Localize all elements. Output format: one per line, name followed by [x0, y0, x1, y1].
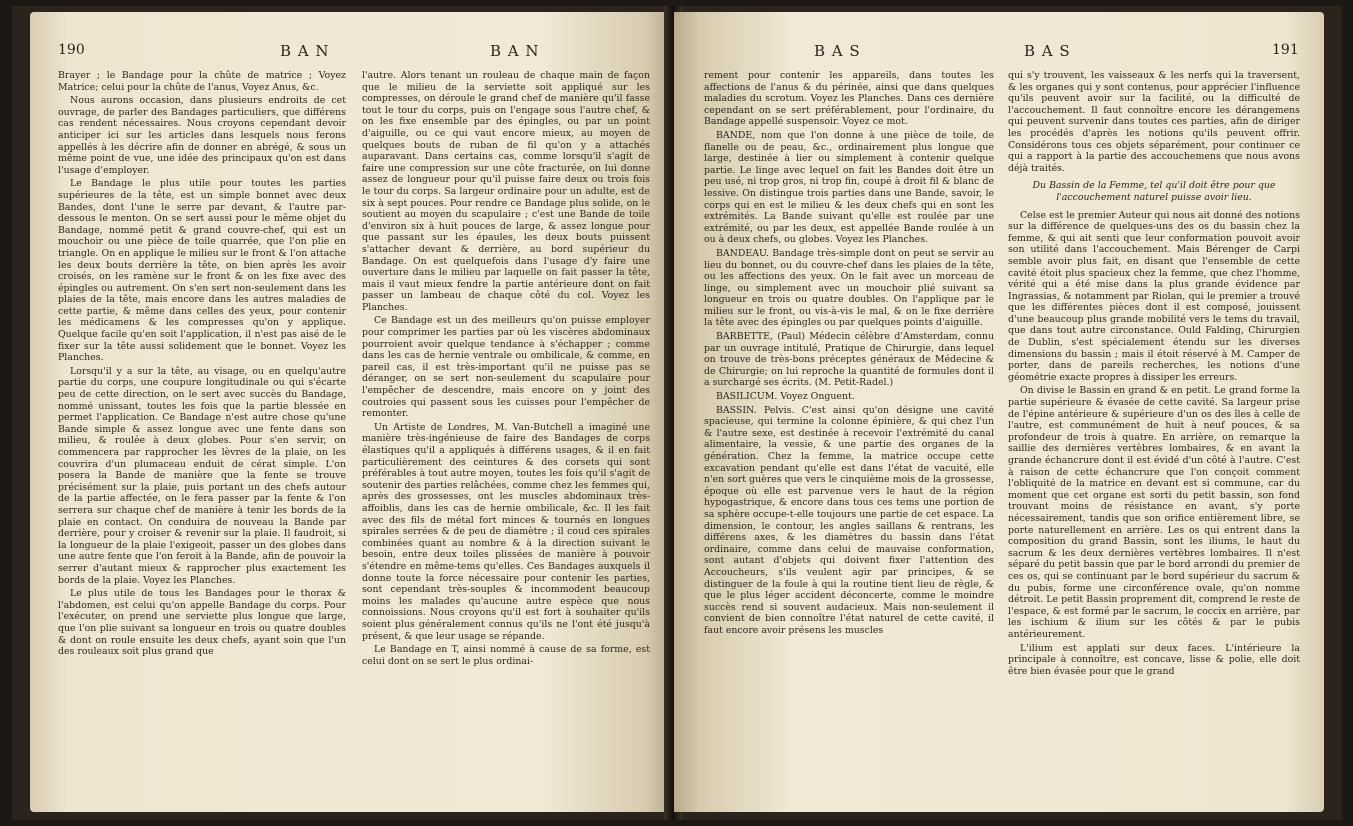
paragraph: Nous aurons occasion, dans plusieurs endroits de cet ouvrage, de parler des Bandages particuliers, que différens cas rendent nécessaires. Nous croyons cependant devoir anticiper ici sur les articles dans lesquels nous ferons appellés à les décrire afin de donner en abrégé, & sous un même point de vue, une idée des principaux qu'on est dans l'usage d'employer.	[58, 95, 346, 176]
paragraph: Brayer ; le Bandage pour la chûte de matrice ; Voyez Matrice; celui pour la chûte de l'anus, Voyez Anus, &c.	[58, 70, 346, 93]
paragraph: Lorsqu'il y a sur la tête, au visage, ou en quelqu'autre partie du corps, une coupure longitudinale ou qui s'écarte peu de cette direction, on le sert avec succès du Bandage, nommé unissant, toutes les fois que la partie blessée en permet l'application. Ce Bandage n'est autre chose qu'une Bande simple & assez longue avec une fente dans son milieu, & roulée à deux globes. Pour s'en servir, on commencera par rapprocher les lèvres de la plaie, on les couvrira d'un plumaceau enduit de cérat simple. L'on posera la Bande de manière que la fente se trouve précisément sur la plaie, puis portant un des chefs autour de la partie affectée, on le fera passer par la fente & l'on serrera sur chaque chef de manière à tenir les bords de la plaie en contact. On conduira de nouveau la Bande par derrière, pour y croiser & revenir sur la plaie. Il faudroit, si la longueur de la plaie l'exigeoit, passer un des globes dans une autre fente que l'on feroit à la Bande, afin de pouvoir la serrer d'autant mieux & rapprocher plus exactement les bords de la plaie. Voyez les Planches.	[58, 365, 346, 586]
left-page	[30, 12, 670, 812]
paragraph: l'autre. Alors tenant un rouleau de chaque main de façon que le milieu de la serviette soit appliqué sur les compresses, on déroule le grand chef de manière qu'il fasse tout le tour du corps, puis on l'engage sous l'autre chef, & on les fixe ensemble par des épingles, ou par un point d'aiguille, ou ce qui vaut encore mieux, au moyen de quelques bouts de ruban de fil qu'on y a attachés auparavant. Dans certains cas, comme lorsqu'il s'agit de faire une compression sur une côte fracturée, on lui donne assez de longueur pour qu'il puisse faire deux ou trois fois le tour du corps. Sa largeur ordinaire pour un adulte, est de six à sept pouces. Pour rendre ce Bandage plus solide, on le soutient au moyen du scapulaire ; c'est une Bande de toile d'environ six à huit pouces de large, & assez longue pour que passant sur les épaules, les deux bouts puissent s'attacher devant & derrière, au bord supérieur du Bandage. On est quelquefois dans l'usage d'y faire une ouverture dans le milieu par laquelle on fait passer la tête, mais il vaut mieux fendre la partie antérieure dont on fait passer un lambeau de chaque côté du col. Voyez les Planches.	[362, 70, 650, 313]
paragraph: BASSIN. Pelvis. C'est ainsi qu'on désigne une cavité spacieuse, qui termine la colonne épinière, & qui chez l'un & l'autre sexe, est destinée à recevoir l'extrémité du canal alimentaire, la vessie, & une partie des organes de la génération. Chez la femme, la matrice occupe cette excavation pendant qu'elle est dans l'état de vacuité, elle n'en sort guères que vers le cinquième mois de la grossesse, époque où elle est parvenue vers le haut de la région hypogastrique, & encore dans tous ces tems une portion de sa sphère occupe-t-elle toujours une partie de cet espace. La dimension, le contour, les angles saillans & rentrans, les différens axes, & les diamètres du bassin dans l'état ordinaire, comme dans celui de mauvaise conformation, sont autant d'objets qui doivent fixer l'attention des Accoucheurs, s'ils veulent agir par principes, & se distinguer de la foule à qui la routine tient lieu de règle, & que le plus léger accident déconcerte, comme le moindre succès rend si souvent audacieux. Mais non-seulement il convient de bien connoître l'état naturel de cette cavité, il faut encore avoir présens les muscles	[704, 404, 994, 636]
paragraph: BANDEAU. Bandage très-simple dont on peut se servir au lieu du bonnet, ou du couvre-chef dans les plaies de la tête, ou les affections des yeux. On le fait avec un morceau de linge, ou simplement avec un mouchoir plié suivant sa longueur en trois ou quatre doubles. On l'applique par le milieu sur le front, ou vis-à-vis le mal, & on le fixe derrière la tête avec des épingles ou par quelques points d'aiguille.	[704, 247, 994, 329]
column-2	[362, 70, 650, 790]
paragraph: Celse est le premier Auteur qui nous ait donné des notions sur la différence de quelques-uns des os du bassin chez la femme, & qui ait senti que leur conformation pouvoit avoir son utilité dans l'accouchement. Mais Bérenger de Carpi semble avoir plus fait, en disant que l'ensemble de cette cavité étoit plus spacieux chez la femme, que chez l'homme, vérité qui a été mise dans la plus grande évidence par Ingrassias, & notamment par Riolan, qui le premier a trouvé que les différentes pièces dont il est composé, jouissent d'une beaucoup plus grande mobilité vers le tems du travail, que dans tout autre circonstance. Ould Falding, Chirurgien de Dublin, s'est spécialement étendu sur les diverses dimensions du bassin ; mais il étoit réservé à M. Camper de porter, dans de pareils recherches, les notions d'une géométrie exacte propres à dissiper les erreurs.	[1008, 209, 1300, 383]
paragraph: qui s'y trouvent, les vaisseaux & les nerfs qui la traversent, & les organes qui y sont contenus, pour apprécier l'influence qu'ils peuvent avoir sur la facilité, ou la difficulté de l'accouchement. Il faut connoître encore les dérangemens qui peuvent survenir dans toutes ces parties, afin de diriger les procédés d'après les notions qu'ils peuvent offrir. Considérons tous ces objets séparément, pour continuer ce qui a rapport à la partie des accouchemens que nous avons déjà traités.	[1008, 70, 1300, 174]
paragraph: Ce Bandage est un des meilleurs qu'on puisse employer pour comprimer les parties par où les viscères abdominaux pourroient avoir quelque tendance à s'échapper ; comme dans les cas de hernie ventrale ou ombilicale, & comme, en pareil cas, il est très-important qu'il ne puisse pas se déranger, on se sert non-seulement du scapulaire pour l'empêcher de descendre, mais encore on y joint des coutroies qui passent sous les cuisses pour l'empêcher de remonter.	[362, 315, 650, 420]
column-1	[58, 70, 346, 790]
section-heading: Du Bassin de la Femme, tel qu'il doit être pour que l'accouchement naturel puisse avoir lieu.	[1032, 180, 1276, 203]
paragraph: Le plus utile de tous les Bandages pour le thorax & l'abdomen, est celui qu'on appelle Bandage du corps. Pour l'exécuter, on prend une serviette plus longue que large, que l'on plie suivant sa longueur en trois ou quatre doubles & dont on roule ensuite les deux chefs, ayant soin que l'un des rouleaux soit plus grand que	[58, 588, 346, 658]
running-head-right: B A S	[1024, 42, 1071, 60]
paragraph: rement pour contenir les appareils, dans toutes les affections de l'anus & du périnée, ainsi que dans quelques maladies du scrotum. Voyez les Planches. Dans ces dernière cependant on se sert préférablement, pour l'ordinaire, du Bandage appellé suspensoir. Voyez ce mot.	[704, 70, 994, 128]
running-head-left: B A N	[280, 42, 330, 60]
paragraph: BASILICUM. Voyez Onguent.	[716, 391, 855, 403]
paragraph: L'ilium est applati sur deux faces. L'intérieure la principale à connoître, est concave, lisse & polie, elle doit être bien évasée pour que le grand	[1008, 642, 1300, 677]
page-number: 190	[58, 42, 85, 58]
paragraph: On divise le Bassin en grand & en petit. Le grand forme la partie supérieure & évasée de cette cavité. Sa largeur prise de l'épine antérieure & supérieure d'un os des îles à celle de l'autre, est communément de huit à neuf pouces, & sa profondeur de trois à quatre. En arrière, on remarque la saillie des dernières vertèbres lombaires, & en avant la grande échancrure dont il est évidé d'un côté à l'autre. C'est à raison de cette échancrure que l'on conçoit comment l'obliquité de la matrice en devant est si commune, car du moment que cet organe est sorti du petit bassin, son fond trouvant moins de résistance en avant, s'y porte nécessairement, tandis que son orifice entièrement libre, se porte naturellement en arrière. Les os qui entrent dans la composition du grand Bassin, sont les iliums, le haut du sacrum & les deux dernières vertèbres lombaires. Il n'est séparé du petit bassin que par le bord arrondi du premier de ces os, qui se continuant par le bord supérieur du sacrum & du pubis, forme une circonférence ovale, qu'on nomme détroit. Le petit Bassin proprement dit, comprend le reste de l'espace, & est formé par le sacrum, le coccix en arrière, par les ischium & ilium sur les côtés & par le pubis antérieurement.	[1008, 385, 1300, 640]
right-page	[674, 12, 1324, 812]
page-number: 191	[1272, 42, 1299, 58]
running-head-left: B A S	[814, 42, 861, 60]
book-spread	[12, 6, 1342, 820]
paragraph: Un Artiste de Londres, M. Van-Butchell a imaginé une manière très-ingénieuse de faire des Bandages de corps élastiques qu'il a appliqués à différens usages, & il en fait particulièrement des ceintures & des corsets qui sont préférables à tout autre moyen, toutes les fois qu'il s'agit de soutenir des parties relâchées, comme chez les femmes qui, après des grossesses, ont les muscles abdominaux très-affoiblis, dans les cas de hernie ombilicale, &c. Il les fait avec des fils de métal fort minces & tournés en longues spirales serrées & de peu de diamètre ; il coud ces spirales combinées quant au nombre & à la direction suivant le besoin, entre deux toiles plissées de manière à pouvoir s'étendre en même-tems qu'elles. Ces Bandages auxquels il donne toute la force nécessaire pour contenir les parties, sont cependant très-souples & incommodent beaucoup moins les malades qu'aucune autre espèce que nous connoissions. Nous croyons qu'il est fort à souhaiter qu'ils soient plus généralement connus qu'ils ne l'ont été jusqu'à présent, & que leur usage se répande.	[362, 421, 650, 642]
column-1	[704, 70, 994, 790]
column-2	[1008, 70, 1300, 790]
paragraph: BANDE, nom que l'on donne à une pièce de toile, de flanelle ou de peau, &c., ordinairement plus longue que large, destinée à lier ou simplement à contenir quelque partie. Le linge avec lequel on fait les Bandes doit être un peu usé, ni trop gros, ni trop fin, coupé à droit fil & blanc de lessive. On distingue trois parties dans une Bande, savoir, le corps qui en est le milieu & les deux chefs qui en sont les extrémités. La Bande suivant qu'elle est roulée par une extrémité, ou par les deux, est appellée Bande roulée à un ou à deux chefs, ou globes. Voyez les Planches.	[704, 129, 994, 246]
paragraph: BARBETTE, (Paul) Médecin célèbre d'Amsterdam, connu par un ouvrage intitulé, Pratique de Chirurgie, dans lequel on trouve de très-bons préceptes généraux de Médecine & de Chirurgie; on lui reproche la quantité de formules dont il a surchargé ses écrits. (M. Petit-Radel.)	[704, 331, 994, 389]
paragraph: Le Bandage le plus utile pour toutes les parties supérieures de la tête, est un simple bonnet avec deux Bandes, dont l'une le serre par devant, & l'autre par-dessous le menton. On se sert aussi pour le même objet du Bandage, nommé petit & grand couvre-chef, qui est un mouchoir ou une pièce de toile quarrée, que l'on plie en triangle. On en applique le milieu sur le front & l'on attache les deux bouts derrière la tête, on bien après les avoir croisés, on les ramène sur le front & on les fixe avec des épingles ou autrement. On s'en sert non-seulement dans les plaies de la tête, mais encore dans les autres maladies de cette partie, & même dans celles des yeux, pour contenir les médicamens & les compresses qu'on y applique. Quelque facile qu'en soit l'application, il n'est pas aisé de le fixer sur la tête aussi solidement que le bonnet. Voyez les Planches.	[58, 178, 346, 364]
paragraph: Le Bandage en T, ainsi nommé à cause de sa forme, est celui dont on se sert le plus ordinai-	[362, 644, 650, 667]
running-head-right: B A N	[490, 42, 540, 60]
